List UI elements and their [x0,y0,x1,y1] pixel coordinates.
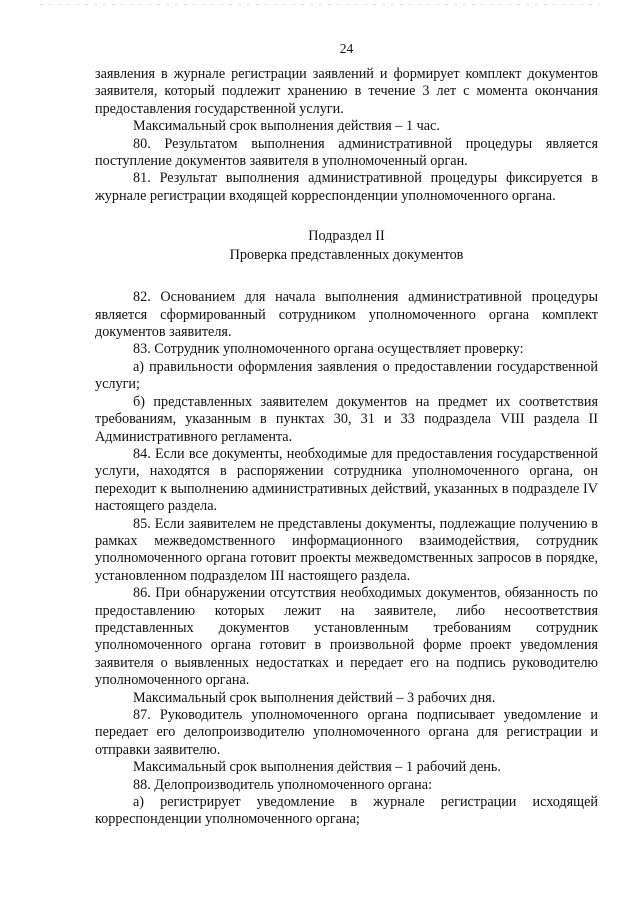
paragraph: 85. Если заявителем не представлены документы, подлежащие получению в рамках межведомственного информационного взаимодействия, сотрудник уполномоченного органа готовит проекты межведомственных запросов в порядке, установленном подразделом III настоящего раздела. [95,515,598,584]
paragraph: а) правильности оформления заявления о предоставлении государственной услуги; [95,358,598,393]
paragraph: 88. Делопроизводитель уполномоченного органа: [133,776,433,793]
scan-artifact [40,4,600,5]
paragraph: 83. Сотрудник уполномоченного органа осуществляет проверку: [133,341,524,358]
paragraph: заявления в журнале регистрации заявлений и формирует комплект документов заявителя, который подлежит хранению в течение 3 лет с момента окончания предоставления государственной услуги. [95,66,598,117]
spacer [95,265,598,289]
subsection-title: Проверка представленных документов [229,247,464,264]
document-page [95,40,598,829]
page-number: 24 [339,41,354,56]
paragraphs-after-subsection [95,289,598,829]
paragraph: 81. Результат выполнения административной процедуры фиксируется в журнале регистрации входящей корреспонденции уполномоченного органа. [95,170,598,204]
paragraph: Максимальный срок выполнения действия – 1 рабочий день. [133,759,501,776]
paragraph: 87. Руководитель уполномоченного органа подписывает уведомление и передает его делопроизводителю уполномоченного органа для регистрации и отправки заявителю. [95,707,598,758]
subsection-label: Подраздел II [308,228,385,245]
paragraph: а) регистрирует уведомление в журнале регистрации исходящей корреспонденции уполномоченного органа; [95,794,598,828]
paragraphs-before-subsection [95,66,598,205]
paragraph: 86. При обнаружении отсутствия необходимых документов, обязанность по предоставлению которых лежит на заявителе, либо несоответствия представленных документов установленным требованиям сотрудник уполномоченного органа готовит в произвольной форме проект уведомления заявителя о выявленных недостатках и передает его на подпись руководителю уполномоченного органа. [95,585,598,689]
paragraph: Максимальный срок выполнения действия – 1 час. [133,118,440,135]
paragraph: 82. Основанием для начала выполнения административной процедуры является сформированный сотрудником уполномоченного органа комплект документов заявителя. [95,289,598,341]
paragraph: 80. Результатом выполнения административной процедуры является поступление документов заявителя в уполномоченный орган. [95,135,598,170]
paragraph: б) представленных заявителем документов на предмет их соответствия требованиям, указанным в пунктах 30, 31 и 33 подраздела VIII раздела II Административного регламента. [95,393,598,445]
paragraph: Максимальный срок выполнения действий – 3 рабочих дня. [133,689,496,706]
paragraph: 84. Если все документы, необходимые для предоставления государственной услуги, находятся в распоряжении сотрудника уполномоченного органа, он переходит к выполнению административных действий, указанных в подразделе IV настоящего раздела. [95,445,598,515]
